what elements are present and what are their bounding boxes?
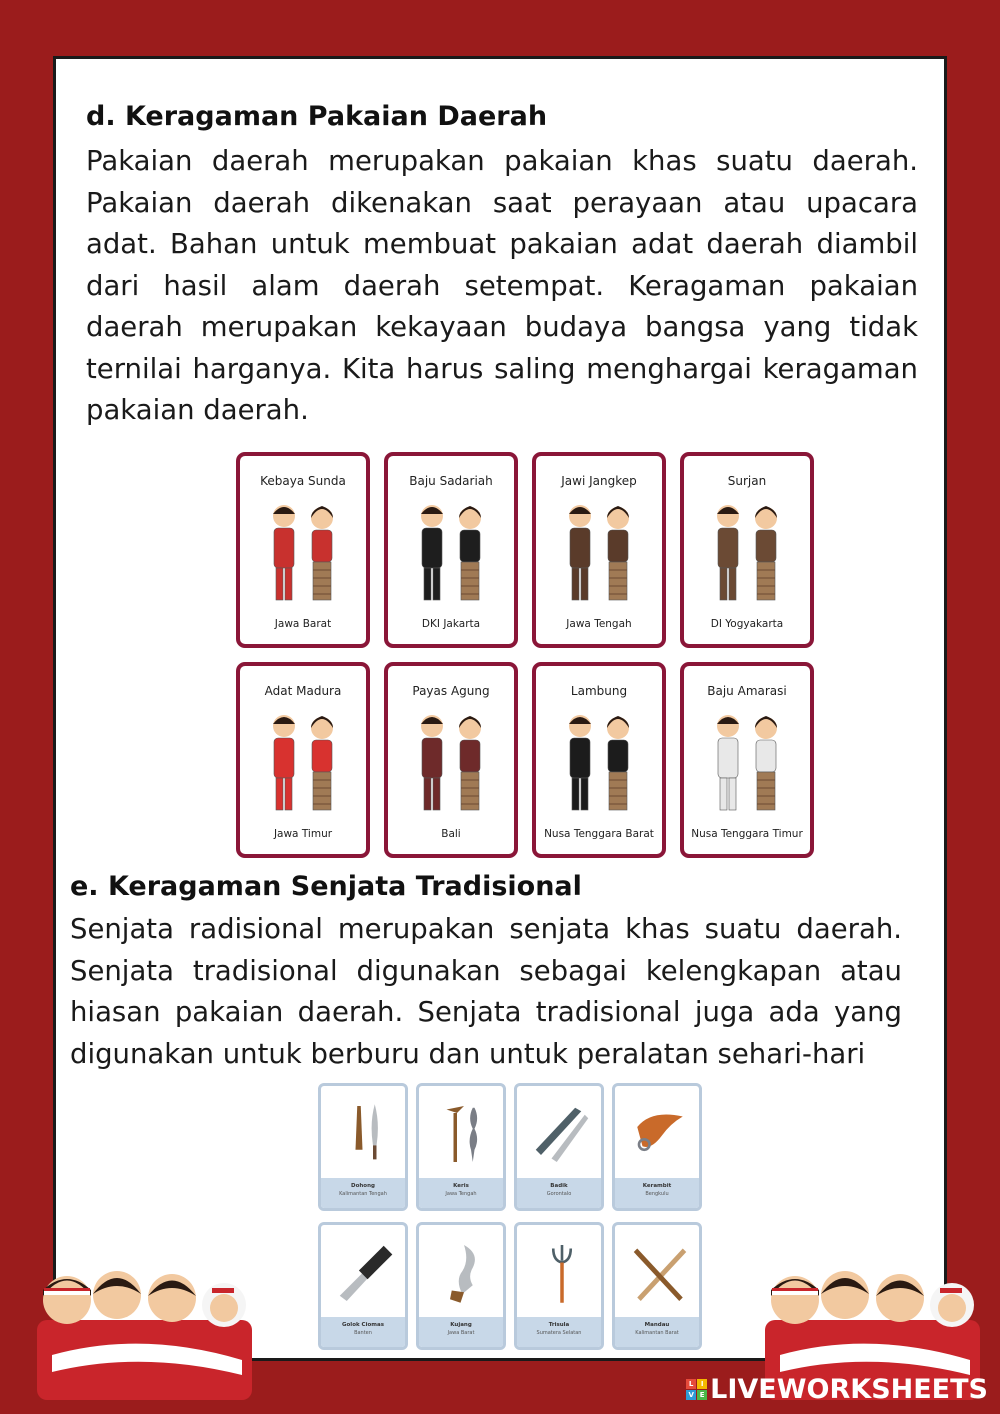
clothing-card-region: Jawa Barat [274, 618, 332, 630]
section-d-heading: d. Keragaman Pakaian Daerah [86, 101, 548, 132]
clothing-card-region: Nusa Tenggara Timur [691, 828, 803, 840]
traditional-couple-icon [706, 708, 788, 820]
traditional-couple-icon [410, 498, 492, 610]
clothing-card-region: Jawa Tengah [566, 618, 632, 630]
clothing-card [384, 662, 518, 858]
clothing-card-title: Jawi Jangkep [561, 474, 637, 488]
clothing-card [532, 662, 666, 858]
logo-icon-tile: I [697, 1379, 707, 1389]
clothing-card [236, 452, 370, 648]
clothing-card-region: Jawa Timur [273, 828, 333, 840]
weapon-name: Kerambit [642, 1183, 672, 1189]
clothing-card-title: Payas Agung [412, 684, 490, 698]
weapon-card-caption [419, 1178, 503, 1208]
section-e-paragraph: Senjata radisional merupakan senjata khas suatu daerah. Senjata tradisional digunakan sebagai kelengkapan atau hiasan pakaian daerah. Senjata tradisional juga ada yang digunakan untuk berburu dan untuk peralatan sehari-hari [70, 913, 902, 1070]
traditional-couple-icon [410, 708, 492, 820]
trisula-icon [527, 1231, 597, 1315]
weapon-card-caption [615, 1178, 699, 1208]
clothing-card-region: DKI Jakarta [421, 618, 481, 630]
mandau-icon [625, 1231, 695, 1315]
clothing-card-title: Surjan [727, 474, 767, 488]
golok-icon [331, 1231, 401, 1315]
weapon-name: Golok Ciomas [342, 1322, 384, 1328]
weapon-region: Jawa Barat [447, 1330, 475, 1336]
clothing-card [680, 662, 814, 858]
weapon-card [612, 1083, 702, 1211]
liveworksheets-logo[interactable] [686, 1374, 988, 1405]
weapon-region: Banten [354, 1330, 372, 1336]
clothing-card-title: Baju Sadariah [409, 474, 493, 488]
weapon-name: Mandau [644, 1322, 670, 1328]
liveworksheets-logo-text: LIVEWORKSHEETS [710, 1374, 988, 1405]
weapon-card-caption [517, 1317, 601, 1347]
weapon-card [416, 1222, 506, 1350]
badik-icon [527, 1092, 597, 1176]
traditional-couple-icon [262, 708, 344, 820]
clothing-card [680, 452, 814, 648]
weapon-region: Bengkulu [645, 1191, 669, 1197]
weapon-card-caption [321, 1178, 405, 1208]
clothing-card-title: Lambung [570, 684, 628, 698]
weapon-card-caption [517, 1178, 601, 1208]
weapon-card-caption [615, 1317, 699, 1347]
dohong-icon [331, 1092, 401, 1176]
weapon-card [318, 1222, 408, 1350]
weapon-region: Kalimantan Barat [635, 1330, 679, 1336]
clothing-card [236, 662, 370, 858]
weapon-name: Dohong [351, 1183, 375, 1189]
logo-icon-tile: E [697, 1390, 707, 1400]
traditional-couple-icon [558, 708, 640, 820]
clothing-card-title: Baju Amarasi [707, 684, 787, 698]
traditional-couple-icon [558, 498, 640, 610]
weapon-name: Keris [453, 1183, 469, 1189]
clothing-card [532, 452, 666, 648]
weapon-card [318, 1083, 408, 1211]
weapon-region: Sumatera Selatan [536, 1330, 582, 1336]
weapon-card-caption [419, 1317, 503, 1347]
weapon-region: Gorontalo [546, 1191, 572, 1197]
clothing-card-title: Adat Madura [264, 684, 342, 698]
weapon-card [612, 1222, 702, 1350]
liveworksheets-icon [686, 1379, 707, 1400]
weapon-card [514, 1222, 604, 1350]
weapon-region: Kalimantan Tengah [339, 1191, 387, 1197]
traditional-couple-icon [706, 498, 788, 610]
clothing-card-region: Nusa Tenggara Barat [544, 828, 654, 840]
kujang-icon [429, 1231, 499, 1315]
clothing-card-title: Kebaya Sunda [260, 474, 346, 488]
clothing-card-region: Bali [441, 828, 461, 840]
section-d-paragraph: Pakaian daerah merupakan pakaian khas suatu daerah. Pakaian daerah dikenakan saat perayaan atau upacara adat. Bahan untuk membuat pakaian adat daerah diambil dari hasil alam daerah setempat. Keragaman pakaian daerah merupakan kekayaan budaya bangsa yang tidak ternilai harganya. Kita harus saling menghargai keragaman pakaian daerah. [86, 145, 918, 426]
clothing-card-region: DI Yogyakarta [710, 618, 784, 630]
worksheet-page [53, 56, 947, 1361]
logo-icon-tile: V [686, 1390, 696, 1400]
weapon-name: Kujang [450, 1322, 472, 1328]
section-e-heading: e. Keragaman Senjata Tradisional [70, 871, 582, 902]
weapon-name: Trisula [548, 1322, 570, 1328]
weapon-name: Badik [550, 1183, 568, 1189]
weapon-region: Jawa Tengah [445, 1191, 477, 1197]
traditional-couple-icon [262, 498, 344, 610]
weapon-cards-grid [318, 1083, 710, 1359]
keris-icon [429, 1092, 499, 1176]
weapon-card [416, 1083, 506, 1211]
kerambit-icon [625, 1092, 695, 1176]
clothing-card [384, 452, 518, 648]
children-illustration-left-icon [32, 1260, 260, 1400]
clothing-cards-grid [236, 452, 818, 860]
weapon-card-caption [321, 1317, 405, 1347]
logo-icon-tile: L [686, 1379, 696, 1389]
weapon-card [514, 1083, 604, 1211]
